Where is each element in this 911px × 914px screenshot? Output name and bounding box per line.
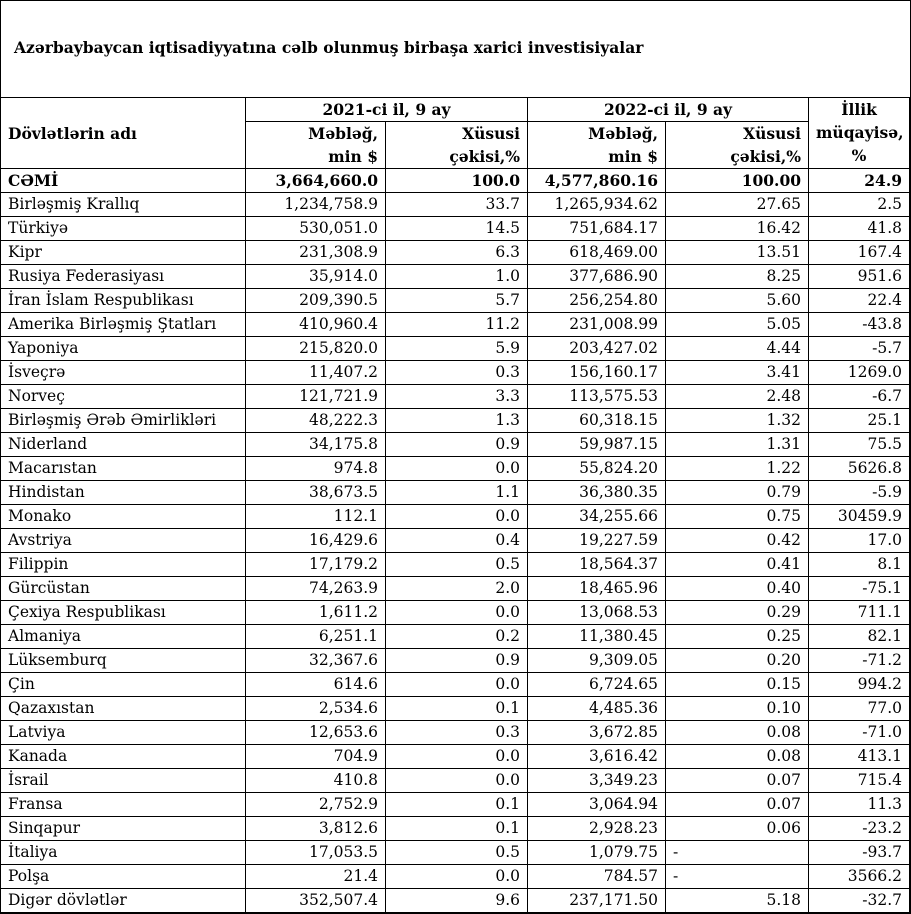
country-name: Rusiya Federasiyası	[1, 265, 246, 289]
total-row	[1, 169, 910, 193]
annual-comparison: 30459.9	[809, 505, 910, 529]
amount-2021: 974.8	[246, 457, 386, 481]
amount-2021: 6,251.1	[246, 625, 386, 649]
annual-comparison: -75.1	[809, 577, 910, 601]
amount-2022: 60,318.15	[528, 409, 666, 433]
share-2022: 0.79	[666, 481, 809, 505]
country-name: Almaniya	[1, 625, 246, 649]
table-row	[1, 625, 910, 649]
amount-2021: 352,507.4	[246, 889, 386, 913]
amount-2022: 751,684.17	[528, 217, 666, 241]
country-name: İsveçrə	[1, 361, 246, 385]
share-2021: 0.0	[386, 505, 528, 529]
share-2021: 0.4	[386, 529, 528, 553]
table-row	[1, 481, 910, 505]
amount-2021: 3,812.6	[246, 817, 386, 841]
amount-2021: 121,721.9	[246, 385, 386, 409]
table-row	[1, 457, 910, 481]
annual-comparison: 2.5	[809, 193, 910, 217]
share-2021: 0.0	[386, 601, 528, 625]
table-row	[1, 745, 910, 769]
share-2021: 33.7	[386, 193, 528, 217]
amount-2022: 55,824.20	[528, 457, 666, 481]
table-title: Azərbaybaycan iqtisadiyyatına cəlb olunmuş birbaşa xarici investisiyalar	[14, 38, 644, 57]
header-annual-line2: müqayisə,	[816, 123, 904, 142]
share-2022: 0.15	[666, 673, 809, 697]
table-row	[1, 193, 910, 217]
annual-comparison: 994.2	[809, 673, 910, 697]
annual-comparison: -23.2	[809, 817, 910, 841]
country-name: Kanada	[1, 745, 246, 769]
country-name: Kipr	[1, 241, 246, 265]
amount-2021: 21.4	[246, 865, 386, 889]
total-share-2022: 100.00	[666, 169, 809, 193]
header-amount-2022-line2: min $	[528, 145, 666, 169]
table-row	[1, 217, 910, 241]
share-2021: 0.3	[386, 721, 528, 745]
share-2021: 0.5	[386, 553, 528, 577]
table-row	[1, 721, 910, 745]
amount-2022: 19,227.59	[528, 529, 666, 553]
country-name: Çexiya Respublikası	[1, 601, 246, 625]
share-2022: 1.32	[666, 409, 809, 433]
country-name: Qazaxıstan	[1, 697, 246, 721]
share-2022: 16.42	[666, 217, 809, 241]
total-name: CƏMİ	[1, 169, 246, 193]
amount-2021: 16,429.6	[246, 529, 386, 553]
amount-2022: 13,068.53	[528, 601, 666, 625]
table-row	[1, 505, 910, 529]
annual-comparison: 77.0	[809, 697, 910, 721]
table-row	[1, 265, 910, 289]
country-name: Fransa	[1, 793, 246, 817]
share-2022: 2.48	[666, 385, 809, 409]
annual-comparison: -43.8	[809, 313, 910, 337]
amount-2022: 18,564.37	[528, 553, 666, 577]
table-row	[1, 289, 910, 313]
share-2022: 1.31	[666, 433, 809, 457]
amount-2021: 2,752.9	[246, 793, 386, 817]
country-name: Birləşmiş Krallıq	[1, 193, 246, 217]
total-annual: 24.9	[809, 169, 910, 193]
amount-2021: 1,234,758.9	[246, 193, 386, 217]
share-2022: 0.08	[666, 721, 809, 745]
amount-2022: 377,686.90	[528, 265, 666, 289]
share-2022: 5.05	[666, 313, 809, 337]
amount-2022: 34,255.66	[528, 505, 666, 529]
amount-2021: 48,222.3	[246, 409, 386, 433]
share-2022: 27.65	[666, 193, 809, 217]
share-2022: 0.41	[666, 553, 809, 577]
share-2022: 0.25	[666, 625, 809, 649]
share-2022: 4.44	[666, 337, 809, 361]
annual-comparison: 413.1	[809, 745, 910, 769]
table-row	[1, 577, 910, 601]
amount-2022: 3,672.85	[528, 721, 666, 745]
country-name: Amerika Birləşmiş Ştatları	[1, 313, 246, 337]
country-name: İsrail	[1, 769, 246, 793]
country-name: Çin	[1, 673, 246, 697]
share-2022: 8.25	[666, 265, 809, 289]
country-name: Türkiyə	[1, 217, 246, 241]
share-2021: 0.0	[386, 769, 528, 793]
amount-2021: 1,611.2	[246, 601, 386, 625]
total-amount-2021: 3,664,660.0	[246, 169, 386, 193]
amount-2021: 32,367.6	[246, 649, 386, 673]
table-row	[1, 553, 910, 577]
amount-2021: 410.8	[246, 769, 386, 793]
share-2022: 0.29	[666, 601, 809, 625]
annual-comparison: 951.6	[809, 265, 910, 289]
header-amount-2021-line1: Məbləğ,	[246, 122, 386, 146]
country-name: Filippin	[1, 553, 246, 577]
total-share-2021: 100.0	[386, 169, 528, 193]
amount-2022: 18,465.96	[528, 577, 666, 601]
header-annual-comparison	[809, 98, 910, 169]
country-name: Niderland	[1, 433, 246, 457]
table-row	[1, 673, 910, 697]
annual-comparison: -6.7	[809, 385, 910, 409]
share-2021: 0.1	[386, 793, 528, 817]
amount-2022: 4,485.36	[528, 697, 666, 721]
amount-2021: 215,820.0	[246, 337, 386, 361]
table-row	[1, 793, 910, 817]
share-2021: 0.2	[386, 625, 528, 649]
annual-comparison: 25.1	[809, 409, 910, 433]
country-name: Macarıstan	[1, 457, 246, 481]
share-2022: -	[666, 841, 809, 865]
amount-2022: 6,724.65	[528, 673, 666, 697]
amount-2021: 34,175.8	[246, 433, 386, 457]
amount-2022: 1,079.75	[528, 841, 666, 865]
share-2021: 0.5	[386, 841, 528, 865]
share-2021: 11.2	[386, 313, 528, 337]
country-name: Gürcüstan	[1, 577, 246, 601]
annual-comparison: 5626.8	[809, 457, 910, 481]
amount-2021: 17,179.2	[246, 553, 386, 577]
header-annual-line3: %	[851, 146, 867, 165]
amount-2022: 3,349.23	[528, 769, 666, 793]
table-row	[1, 865, 910, 889]
annual-comparison: -93.7	[809, 841, 910, 865]
amount-2022: 1,265,934.62	[528, 193, 666, 217]
header-share-2022-line1: Xüsusi	[666, 122, 809, 146]
share-2022: 0.07	[666, 793, 809, 817]
amount-2021: 11,407.2	[246, 361, 386, 385]
country-name: Norveç	[1, 385, 246, 409]
amount-2021: 704.9	[246, 745, 386, 769]
header-period-2022: 2022-ci il, 9 ay	[528, 98, 809, 122]
country-name: Yaponiya	[1, 337, 246, 361]
table-row	[1, 889, 910, 913]
country-name: Digər dövlətlər	[1, 889, 246, 913]
annual-comparison: -5.7	[809, 337, 910, 361]
amount-2022: 203,427.02	[528, 337, 666, 361]
country-name: Monako	[1, 505, 246, 529]
annual-comparison: 3566.2	[809, 865, 910, 889]
amount-2021: 614.6	[246, 673, 386, 697]
annual-comparison: 82.1	[809, 625, 910, 649]
annual-comparison: 711.1	[809, 601, 910, 625]
amount-2022: 618,469.00	[528, 241, 666, 265]
amount-2022: 59,987.15	[528, 433, 666, 457]
country-name: Hindistan	[1, 481, 246, 505]
share-2021: 5.9	[386, 337, 528, 361]
table-row	[1, 433, 910, 457]
amount-2022: 784.57	[528, 865, 666, 889]
share-2022: 5.60	[666, 289, 809, 313]
country-name: Sinqapur	[1, 817, 246, 841]
country-name: Birləşmiş Ərəb Əmirlikləri	[1, 409, 246, 433]
annual-comparison: 41.8	[809, 217, 910, 241]
share-2022: 5.18	[666, 889, 809, 913]
amount-2021: 74,263.9	[246, 577, 386, 601]
header-period-2021: 2021-ci il, 9 ay	[246, 98, 528, 122]
share-2022: -	[666, 865, 809, 889]
share-2021: 2.0	[386, 577, 528, 601]
table-row	[1, 361, 910, 385]
investment-table	[0, 97, 910, 913]
annual-comparison: 22.4	[809, 289, 910, 313]
total-amount-2022: 4,577,860.16	[528, 169, 666, 193]
amount-2021: 410,960.4	[246, 313, 386, 337]
table-row	[1, 817, 910, 841]
annual-comparison: 1269.0	[809, 361, 910, 385]
table-row	[1, 697, 910, 721]
share-2022: 13.51	[666, 241, 809, 265]
header-amount-2022-line1: Məbləğ,	[528, 122, 666, 146]
share-2021: 5.7	[386, 289, 528, 313]
amount-2021: 12,653.6	[246, 721, 386, 745]
table-row	[1, 529, 910, 553]
table-row	[1, 337, 910, 361]
table-row	[1, 313, 910, 337]
share-2021: 0.9	[386, 433, 528, 457]
amount-2022: 237,171.50	[528, 889, 666, 913]
amount-2022: 9,309.05	[528, 649, 666, 673]
share-2021: 0.0	[386, 673, 528, 697]
share-2021: 0.3	[386, 361, 528, 385]
share-2021: 0.0	[386, 457, 528, 481]
annual-comparison: -32.7	[809, 889, 910, 913]
share-2021: 6.3	[386, 241, 528, 265]
share-2022: 0.40	[666, 577, 809, 601]
header-share-2021-line2: çəkisi,%	[386, 145, 528, 169]
table-row	[1, 841, 910, 865]
country-name: İtaliya	[1, 841, 246, 865]
amount-2022: 3,616.42	[528, 745, 666, 769]
country-name: Lüksemburq	[1, 649, 246, 673]
table-row	[1, 241, 910, 265]
share-2021: 9.6	[386, 889, 528, 913]
amount-2021: 2,534.6	[246, 697, 386, 721]
share-2021: 3.3	[386, 385, 528, 409]
amount-2021: 231,308.9	[246, 241, 386, 265]
table-row	[1, 409, 910, 433]
share-2022: 0.75	[666, 505, 809, 529]
amount-2021: 209,390.5	[246, 289, 386, 313]
amount-2022: 11,380.45	[528, 625, 666, 649]
share-2021: 14.5	[386, 217, 528, 241]
country-name: Latviya	[1, 721, 246, 745]
annual-comparison: 715.4	[809, 769, 910, 793]
share-2021: 0.1	[386, 817, 528, 841]
header-country: Dövlətlərin adı	[1, 98, 246, 169]
share-2022: 1.22	[666, 457, 809, 481]
share-2021: 0.0	[386, 865, 528, 889]
share-2022: 0.07	[666, 769, 809, 793]
share-2021: 0.1	[386, 697, 528, 721]
share-2022: 3.41	[666, 361, 809, 385]
amount-2022: 36,380.35	[528, 481, 666, 505]
amount-2022: 3,064.94	[528, 793, 666, 817]
header-share-2021-line1: Xüsusi	[386, 122, 528, 146]
amount-2021: 112.1	[246, 505, 386, 529]
annual-comparison: 8.1	[809, 553, 910, 577]
table-row	[1, 649, 910, 673]
amount-2021: 38,673.5	[246, 481, 386, 505]
header-share-2022-line2: çəkisi,%	[666, 145, 809, 169]
amount-2022: 256,254.80	[528, 289, 666, 313]
amount-2022: 2,928.23	[528, 817, 666, 841]
country-name: Polşa	[1, 865, 246, 889]
annual-comparison: -71.0	[809, 721, 910, 745]
share-2022: 0.06	[666, 817, 809, 841]
share-2021: 0.9	[386, 649, 528, 673]
table-row	[1, 769, 910, 793]
share-2021: 0.0	[386, 745, 528, 769]
annual-comparison: 75.5	[809, 433, 910, 457]
amount-2022: 113,575.53	[528, 385, 666, 409]
header-annual-line1: İllik	[841, 100, 877, 119]
annual-comparison: 11.3	[809, 793, 910, 817]
annual-comparison: -5.9	[809, 481, 910, 505]
annual-comparison: 17.0	[809, 529, 910, 553]
table-row	[1, 601, 910, 625]
share-2021: 1.0	[386, 265, 528, 289]
share-2021: 1.1	[386, 481, 528, 505]
header-amount-2021-line2: min $	[246, 145, 386, 169]
annual-comparison: 167.4	[809, 241, 910, 265]
amount-2022: 156,160.17	[528, 361, 666, 385]
share-2022: 0.10	[666, 697, 809, 721]
share-2022: 0.20	[666, 649, 809, 673]
country-name: Avstriya	[1, 529, 246, 553]
share-2021: 1.3	[386, 409, 528, 433]
amount-2021: 17,053.5	[246, 841, 386, 865]
amount-2022: 231,008.99	[528, 313, 666, 337]
amount-2021: 35,914.0	[246, 265, 386, 289]
share-2022: 0.42	[666, 529, 809, 553]
amount-2021: 530,051.0	[246, 217, 386, 241]
share-2022: 0.08	[666, 745, 809, 769]
annual-comparison: -71.2	[809, 649, 910, 673]
country-name: İran İslam Respublikası	[1, 289, 246, 313]
table-row	[1, 385, 910, 409]
